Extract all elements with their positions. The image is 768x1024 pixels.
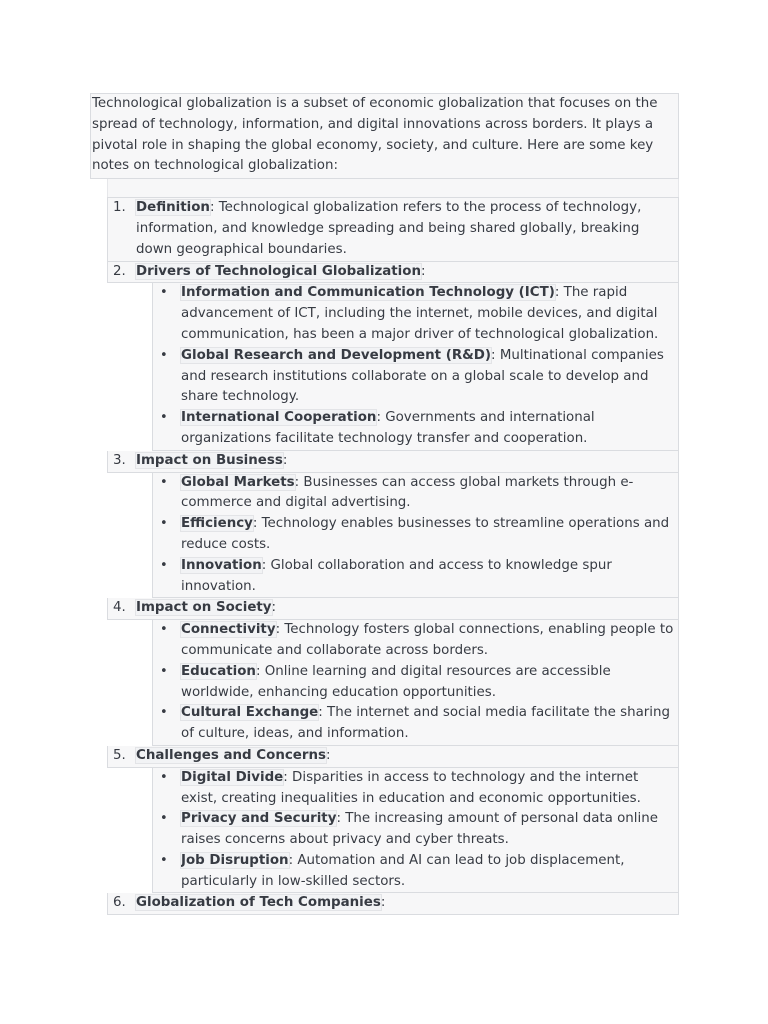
sub-list — [152, 620, 679, 746]
bullet-icon: • — [160, 622, 168, 638]
list-item-term: Globalization of Tech Companies — [136, 895, 381, 911]
sub-item-term: Privacy and Security — [181, 811, 337, 827]
sub-list-item — [152, 346, 679, 408]
sub-list-item — [152, 851, 679, 894]
sub-item-term: Education — [181, 663, 256, 679]
list-item-number: 3. — [113, 452, 126, 468]
list-item-number: 4. — [113, 600, 126, 616]
bullet-icon: • — [160, 811, 168, 827]
list-item — [107, 197, 679, 261]
sub-item-term: International Cooperation — [181, 410, 377, 426]
sub-list-item — [152, 556, 679, 599]
sub-list-item — [152, 809, 679, 851]
sub-list — [152, 768, 679, 894]
sub-item-term: Innovation — [181, 557, 262, 573]
sub-list-item — [152, 662, 679, 704]
list-item-text: : — [421, 263, 426, 279]
list-item — [107, 451, 679, 599]
notes-list — [107, 197, 679, 915]
list-item-heading — [107, 451, 679, 473]
sub-item-text: : Multinational companies and research institutions collaborate on a global scale to develop and share technology. — [181, 347, 664, 405]
list-item-text: : Technological globalization refers to the process of technology, information, and knowledge spreading and being shared globally, breaking down geographical boundaries. — [136, 200, 642, 257]
sub-list-item — [152, 514, 679, 556]
list-item-text: : — [271, 600, 277, 616]
list-item-number: 6. — [113, 895, 126, 911]
sub-item-text: : Technology enables businesses to streamline operations and reduce costs. — [181, 516, 670, 552]
sub-item-term: Information and Communication Technology (ICT) — [181, 285, 555, 301]
bullet-icon: • — [160, 769, 168, 785]
sub-list-item — [152, 768, 679, 810]
sub-item-text: : The internet and social media facilitate the sharing of culture, ideas, and information. — [181, 705, 671, 742]
sub-item-text: : Technology fosters global connections, enabling people to communicate and collaborate across borders. — [181, 622, 674, 658]
list-item-text: : — [380, 895, 386, 911]
intro-paragraph: Technological globalization is a subset of economic globalization that focuses on the spread of technology, information, and digital innovations across borders. It plays a pivotal role in shaping the global economy, society, and culture. Here are some key notes on technological globalization: — [90, 93, 679, 179]
sub-list-item — [152, 473, 679, 515]
list-item-term: Impact on Business — [136, 452, 283, 468]
sub-list — [152, 473, 679, 599]
bullet-icon: • — [160, 852, 168, 868]
bullet-icon: • — [160, 410, 168, 426]
spacer — [107, 179, 679, 197]
list-item-heading — [107, 893, 679, 915]
sub-item-term: Efficiency — [181, 516, 253, 532]
sub-item-term: Global Markets — [181, 474, 295, 490]
bullet-icon: • — [160, 705, 168, 721]
list-item-number: 2. — [113, 263, 126, 279]
list-item — [107, 746, 679, 894]
list-item — [107, 598, 679, 746]
sub-list-item — [152, 703, 679, 746]
bullet-icon: • — [160, 663, 168, 679]
list-item-heading — [107, 197, 679, 261]
sub-item-term: Connectivity — [181, 622, 276, 638]
sub-item-text: : Global collaboration and access to knowledge spur innovation. — [181, 557, 612, 594]
sub-item-text: : Disparities in access to technology and the internet exist, creating inequalities in education and economic opportunities. — [181, 769, 641, 806]
sub-item-text: : Businesses can access global markets through e-commerce and digital advertising. — [181, 474, 634, 511]
sub-item-term: Global Research and Development (R&D) — [181, 347, 492, 363]
document-page — [90, 93, 679, 915]
sub-list-item — [152, 620, 679, 662]
list-item-term: Drivers of Technological Globalization — [136, 263, 422, 279]
sub-item-text: : Automation and AI can lead to job displacement, particularly in low-skilled sectors. — [181, 852, 625, 889]
bullet-icon: • — [160, 285, 168, 301]
sub-item-text: : The increasing amount of personal data online raises concerns about privacy and cyber threats. — [181, 811, 658, 848]
bullet-icon: • — [160, 474, 168, 490]
list-item-heading — [107, 598, 679, 620]
list-item-number: 1. — [113, 200, 126, 216]
bullet-icon: • — [160, 516, 168, 532]
sub-list-item — [152, 408, 679, 451]
list-item — [107, 893, 679, 915]
sub-item-term: Cultural Exchange — [181, 705, 319, 721]
list-item-term: Challenges and Concerns — [136, 747, 326, 763]
sub-item-text: : The rapid advancement of ICT, including the internet, mobile devices, and digital communication, has been a major driver of technological globalization. — [181, 285, 659, 342]
list-item-text: : — [326, 747, 331, 763]
list-item-term: Impact on Society — [136, 600, 272, 616]
sub-item-text: : Governments and international organizations facilitate technology transfer and cooperation. — [181, 410, 595, 446]
list-item-text: : — [282, 452, 288, 468]
list-item-number: 5. — [113, 747, 126, 763]
sub-item-term: Job Disruption — [181, 852, 289, 868]
list-item-heading — [107, 262, 679, 284]
sub-item-text: : Online learning and digital resources are accessible worldwide, enhancing education opportunities. — [181, 663, 611, 700]
list-item-heading — [107, 746, 679, 768]
bullet-icon: • — [160, 557, 168, 573]
bullet-icon: • — [160, 347, 168, 363]
sub-item-term: Digital Divide — [181, 769, 284, 785]
list-item — [107, 262, 679, 451]
list-item-term: Definition — [136, 200, 210, 216]
sub-list — [152, 283, 679, 450]
sub-list-item — [152, 283, 679, 345]
